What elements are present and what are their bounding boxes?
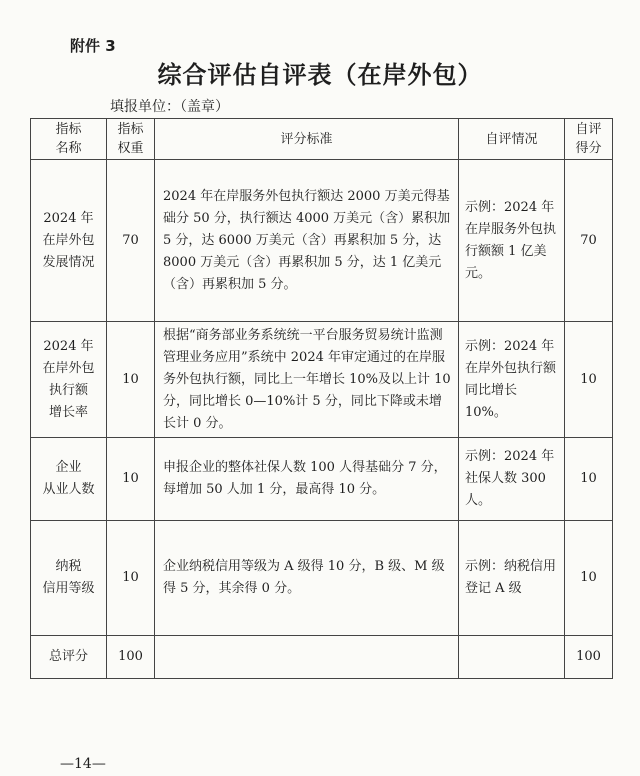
indicator-weight: 10	[107, 521, 155, 636]
table-row	[31, 322, 613, 438]
scoring-criteria: 申报企业的整体社保人数 100 人得基础分 7 分，每增加 50 人加 1 分，最高得 10 分。	[155, 438, 459, 521]
header-criteria: 评分标准	[155, 119, 459, 160]
evaluation-table	[30, 118, 613, 679]
self-evaluation: 示例：2024 年在岸外包执行额同比增长 10%。	[459, 322, 565, 438]
indicator-weight: 70	[107, 160, 155, 322]
header-name: 指标 名称	[31, 119, 107, 160]
table-row	[31, 521, 613, 636]
page-title: 综合评估自评表（在岸外包）	[157, 61, 483, 89]
self-score: 10	[565, 521, 613, 636]
self-evaluation: 示例：纳税信用登记 A 级	[459, 521, 565, 636]
self-score: 70	[565, 160, 613, 322]
header-score: 自评 得分	[565, 119, 613, 160]
scoring-criteria: 2024 年在岸服务外包执行额达 2000 万美元得基础分 50 分，执行额达 4000 万美元（含）累积加 5 分，达 6000 万美元（含）再累积加 5 分，达 8000 万美元（含）再累积加 5 分，达 1 亿美元（含）再累积加 5 分。	[155, 160, 459, 322]
total-label: 总评分	[31, 636, 107, 679]
table-header-row	[31, 119, 613, 160]
indicator-name: 2024 年 在岸外包 发展情况	[31, 160, 107, 322]
self-evaluation: 示例：2024 年在岸服务外包执行额额 1 亿美元。	[459, 160, 565, 322]
total-self-eval	[459, 636, 565, 679]
table-row	[31, 160, 613, 322]
indicator-name: 企业 从业人数	[31, 438, 107, 521]
total-score: 100	[565, 636, 613, 679]
self-score: 10	[565, 322, 613, 438]
page-number: —14—	[60, 756, 106, 772]
indicator-weight: 10	[107, 322, 155, 438]
total-weight: 100	[107, 636, 155, 679]
table-total-row	[31, 636, 613, 679]
table-row	[31, 438, 613, 521]
fill-unit-label: 填报单位：（盖章）	[110, 99, 229, 115]
self-score: 10	[565, 438, 613, 521]
scoring-criteria: 根据“商务部业务系统统一平台服务贸易统计监测管理业务应用”系统中 2024 年审定通过的在岸服务外包执行额，同比上一年增长 10%及以上计 10 分，同比增长 0—10%计 5 分，同比下降或未增长计 0 分。	[155, 322, 459, 438]
header-self-eval: 自评情况	[459, 119, 565, 160]
indicator-weight: 10	[107, 438, 155, 521]
indicator-name: 纳税 信用等级	[31, 521, 107, 636]
total-criteria	[155, 636, 459, 679]
self-evaluation: 示例：2024 年社保人数 300 人。	[459, 438, 565, 521]
scoring-criteria: 企业纳税信用等级为 A 级得 10 分，B 级、M 级得 5 分，其余得 0 分。	[155, 521, 459, 636]
attachment-label: 附件 3	[70, 37, 116, 55]
header-weight: 指标 权重	[107, 119, 155, 160]
indicator-name: 2024 年 在岸外包 执行额 增长率	[31, 322, 107, 438]
